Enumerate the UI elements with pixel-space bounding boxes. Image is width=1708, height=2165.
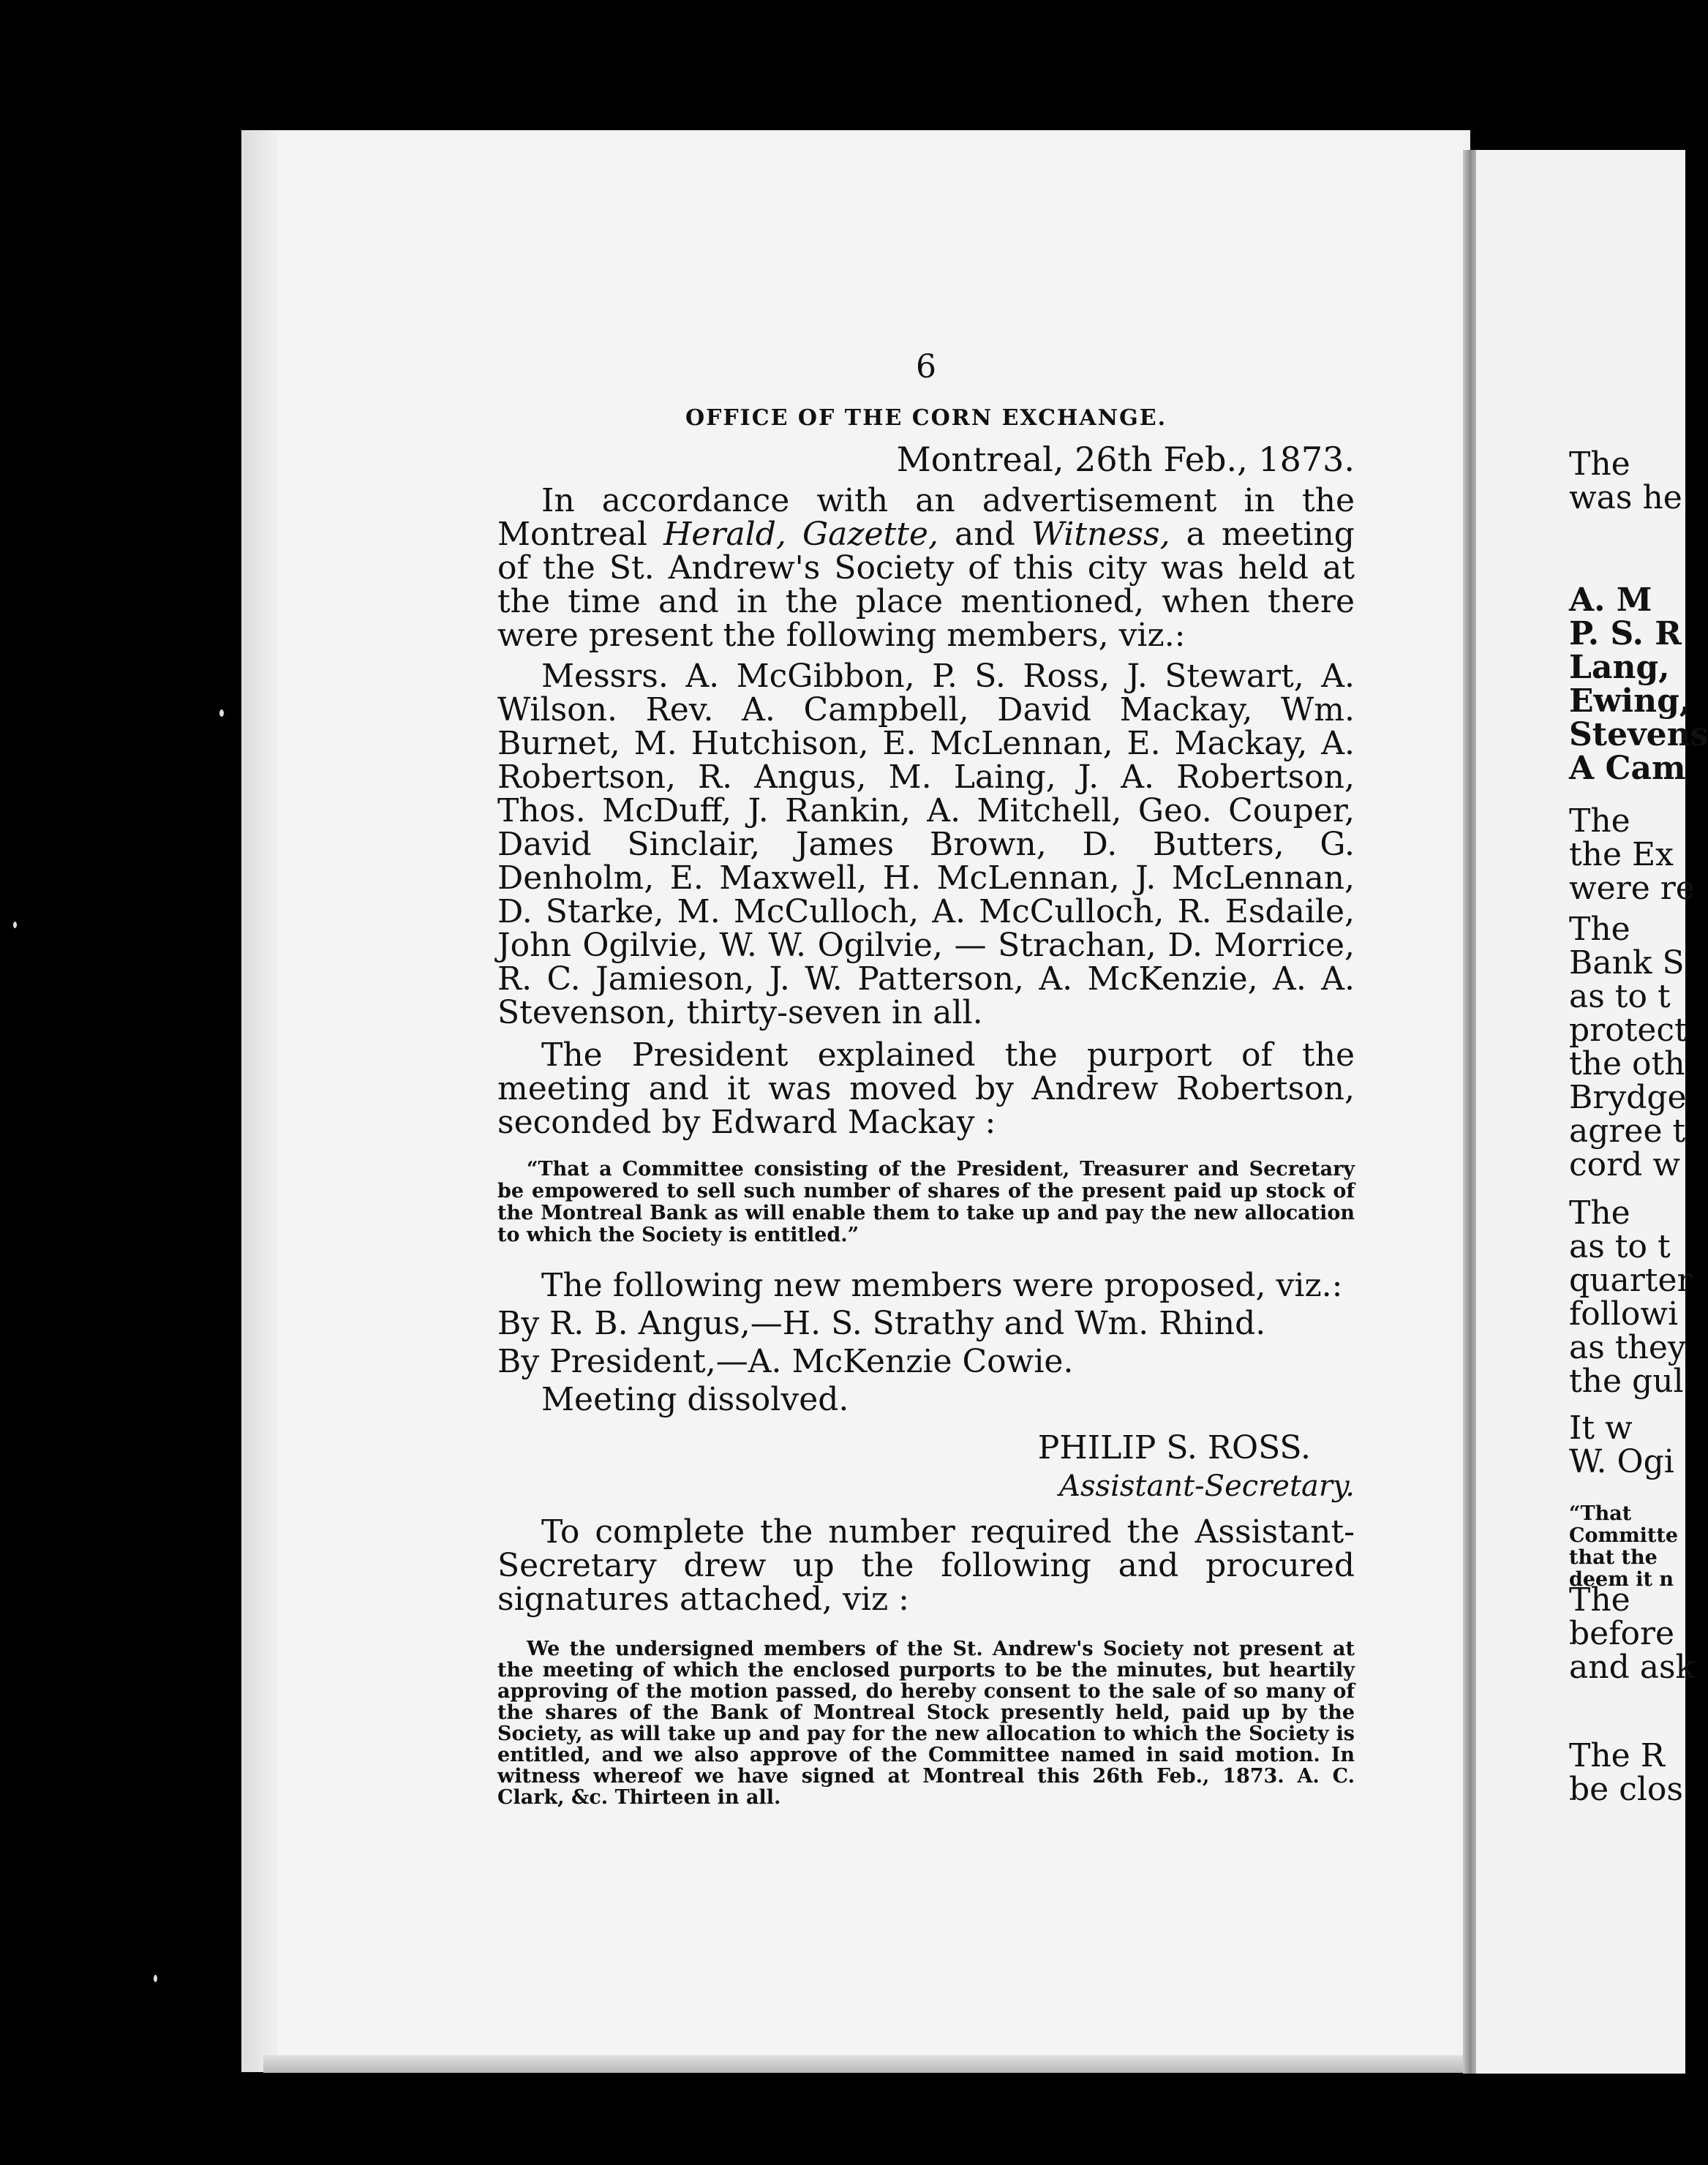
right-line: Ewing, [1569,682,1691,720]
right-fragment-i [1569,1739,1683,1807]
right-line: The [1569,445,1630,483]
right-line: It w [1569,1409,1633,1447]
signature-title: Assistant-Secretary. [1059,1469,1355,1504]
right-line: were re [1569,870,1695,907]
office-heading: OFFICE OF THE CORN EXCHANGE. [685,405,1167,431]
right-line: cord w [1569,1146,1680,1183]
right-line: protect [1569,1012,1688,1049]
right-line: as to t [1569,978,1671,1015]
right-line: Bank S [1569,944,1685,982]
right-line: be clos [1569,1771,1683,1808]
intro-text: a meeting of the St. Andrew's Society of this city was held at the time and in the place mentioned, when there were present the following members, viz.: [497,516,1355,655]
scan-speck [154,1975,157,1982]
right-line: “That [1569,1502,1632,1525]
right-fragment-d [1569,913,1688,1182]
newspaper-herald: Herald, [663,516,786,554]
right-line: quarter [1569,1262,1693,1299]
right-fragment-a [1569,445,1682,516]
members-list: Messrs. A. McGibbon, P. S. Ross, J. Stewart, A. Wilson. Rev. A. Campbell, David Mackay, Wm. Burnet, M. Hutchison, E. McLennan, E. Mackay, A. Robertson, R. Angus, M. Laing, J. A. Robertson, Thos. McDuff, J. Rankin, A. Mitchell, Geo. Couper, David Sinclair, James Brown, D. Butters, G. Denholm, E. Maxwell, H. McLennan, J. McLennan, D. Starke, M. McCulloch, A. McCulloch, R. Esdaile, John Ogilvie, W. W. Ogilvie, — Strachan, D. Morrice, R. C. Jamieson, J. W. Patterson, A. McKenzie, A. A. Stevenson, thirty-seven in all. [497,658,1355,1032]
meeting-dissolved: Meeting dissolved. [541,1381,849,1419]
dateline: Montreal, 26th Feb., 1873. [896,440,1355,479]
right-fragment-c [1569,802,1695,907]
right-line: Committe [1569,1524,1679,1547]
scan-speck [13,922,17,928]
intro-paragraph [497,482,1355,655]
right-line: The [1569,1194,1630,1232]
right-line: A Cam [1569,750,1686,787]
right-line: Stevens [1569,716,1708,753]
right-line: Brydge [1569,1079,1687,1116]
intro-text: In accordance with an advertisement in the Montreal [497,482,1355,554]
right-line: the gul [1569,1363,1684,1400]
right-line: before [1569,1615,1675,1652]
right-line: The [1569,802,1630,840]
new-members-intro: The following new members were proposed, viz.: [541,1267,1343,1305]
right-line: the Ex [1569,836,1674,873]
right-line: W. Ogi [1569,1443,1674,1480]
right-fragment-h [1569,1581,1696,1686]
right-fragment-b [1569,581,1708,787]
right-line: Lang, [1569,649,1670,686]
right-fragment-e [1569,1194,1693,1400]
signed-statement: We the undersigned members of the St. Andrew's Society not present at the meeting of which the enclosed purports to be the minutes, but heartily approving of the motion passed, do hereby consent to the sale of so many of the shares of the Bank of Montreal Stock presently held, paid up by the Society, as will take up and pay for the new allocation to which the Society is entitled, and we also approve of the Committee named in said motion. In witness whereof we have signed at Montreal this 26th Feb., 1873. A. C. Clark, &c. Thirteen in all. [497,1638,1355,1810]
scan-speck [219,709,224,717]
right-line: was he [1569,479,1682,516]
intro-text: and [938,516,1031,554]
right-line: A. M [1569,581,1652,619]
right-line: The [1569,911,1630,948]
right-line: P. S. R [1569,615,1682,652]
completion-paragraph: To complete the number required the Assistant-Secretary drew up the following and procured signatures attached, viz : [497,1513,1355,1619]
right-line: followi [1569,1295,1679,1333]
signature-name: PHILIP S. ROSS. [1037,1429,1311,1467]
newspaper-gazette: Gazette, [802,516,938,554]
new-member-line: By R. B. Angus,—H. S. Strathy and Wm. Rhind. [497,1305,1266,1343]
left-page-text [497,348,1355,1810]
right-line: The R [1569,1737,1665,1774]
right-line: deem it n [1569,1568,1674,1591]
page-number: 6 [916,348,936,385]
newspaper-witness: Witness, [1031,516,1170,554]
right-line: agree t [1569,1112,1686,1150]
right-line: The [1569,1581,1630,1619]
right-line: that the [1569,1546,1658,1569]
new-member-line: By President,—A. McKenzie Cowie. [497,1343,1074,1381]
right-fragment-g [1569,1503,1678,1591]
right-line: and ask [1569,1649,1696,1686]
intro-space [786,516,802,553]
right-fragment-f [1569,1409,1674,1480]
motion-intro: The President explained the purport of the meeting and it was moved by Andrew Robertson, seconded by Edward Mackay : [497,1036,1355,1142]
right-line: as to t [1569,1228,1671,1265]
book-gutter [1463,150,1478,2074]
left-page-edge [241,130,278,2072]
motion-quote: “That a Committee consisting of the President, Treasurer and Secretary be empowered to sell such number of shares of the present paid up stock of the Montreal Bank as will enable them to take up and pay the new allocation to which the Society is entitled.” [497,1158,1355,1247]
right-line: as they [1569,1329,1686,1366]
bottom-page-edge [263,2055,1463,2073]
right-line: the oth [1569,1045,1685,1082]
